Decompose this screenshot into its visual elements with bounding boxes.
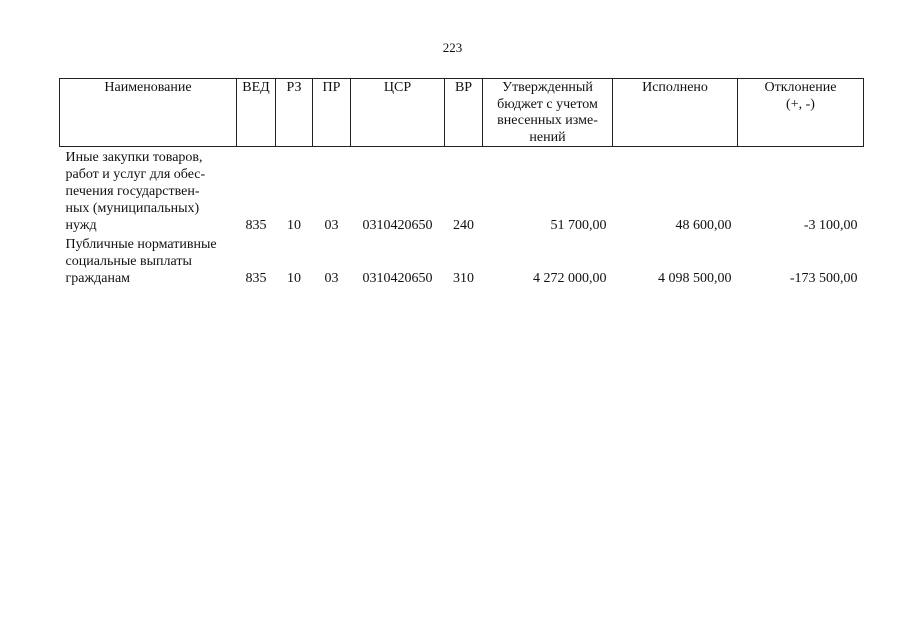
row-deviation: -3 100,00 [803, 218, 858, 233]
page-number: 223 [442, 40, 463, 55]
row-pr: 03 [324, 218, 339, 233]
header-csr: ЦСР [351, 79, 445, 147]
table-header-row [60, 79, 864, 147]
row-executed: 4 098 500,00 [658, 271, 732, 286]
header-approved-budget: Утвержденный бюджет с учетом внесенных изме- нений [483, 79, 613, 147]
header-name: Наименование [60, 79, 237, 147]
header-vr: ВР [445, 79, 483, 147]
row-executed: 48 600,00 [675, 218, 732, 233]
row-vr: 240 [453, 218, 474, 233]
row-name: Публичные нормативные социальные выплаты гражданам [65, 237, 217, 286]
row-ved: 835 [245, 271, 267, 286]
header-ved: ВЕД [237, 79, 276, 147]
header-pr: ПР [313, 79, 351, 147]
budget-execution-table [59, 78, 864, 287]
row-deviation: -173 500,00 [789, 271, 858, 286]
header-rz: РЗ [276, 79, 313, 147]
row-name: Иные закупки товаров, работ и услуг для обес- печения государствен- ных (муниципальных) нужд [65, 150, 206, 233]
row-csr: 0310420650 [362, 271, 433, 286]
table-row [60, 147, 864, 235]
header-executed: Исполнено [613, 79, 738, 147]
row-rz: 10 [287, 271, 301, 286]
header-deviation: Отклонение (+, -) [738, 79, 864, 147]
row-pr: 03 [324, 271, 339, 286]
table-row [60, 234, 864, 287]
row-rz: 10 [287, 218, 301, 233]
row-csr: 0310420650 [362, 218, 433, 233]
row-ved: 835 [245, 218, 267, 233]
row-approved: 51 700,00 [550, 218, 607, 233]
row-vr: 310 [453, 271, 474, 286]
row-approved: 4 272 000,00 [533, 271, 607, 286]
